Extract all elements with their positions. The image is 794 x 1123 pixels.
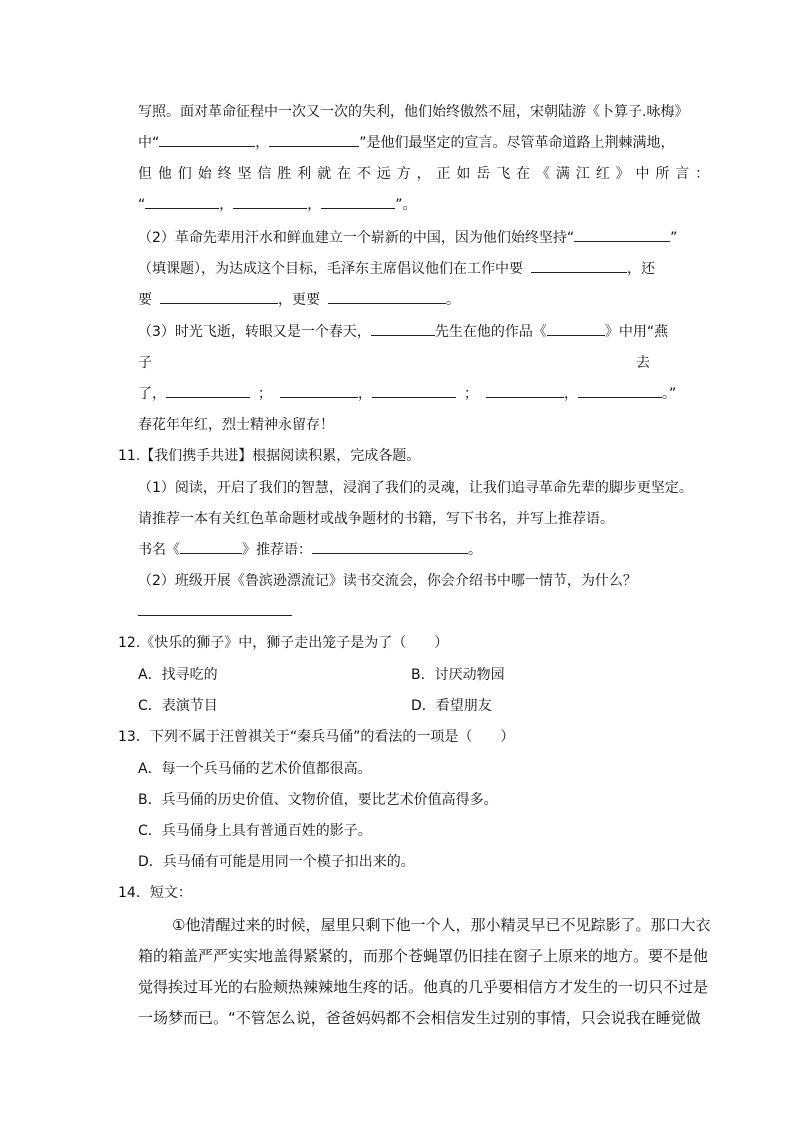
q10-p2-line1: （2）革命先辈用汗水和鲜血建立一个崭新的中国，因为他们始终坚持“ ” — [138, 227, 677, 249]
answer-blank[interactable] — [280, 383, 358, 398]
answer-blank[interactable] — [486, 383, 564, 398]
q12-option-d[interactable]: D．看望朋友 — [411, 698, 492, 714]
answer-blank[interactable] — [328, 289, 446, 304]
q10-p1-text: 写照。面对革命征程中一次又一次的失利，他们始终傲然不屈，宋朝陆游《卜算子.咏梅》 — [138, 104, 689, 120]
q11-title: 11.【我们携手共进】根据阅读积累，完成各题。 — [118, 448, 421, 464]
q11-book-line: 书名《 》推荐语： 。 — [138, 539, 482, 561]
answer-blank[interactable] — [371, 321, 435, 336]
q10-p1-line1 — [138, 101, 688, 123]
answer-blank[interactable] — [233, 194, 307, 209]
answer-blank[interactable] — [160, 289, 278, 304]
q14-title: 14．短文： — [118, 885, 192, 901]
q13-question: 13．下列不属于汪曾祺关于“秦兵马俑”的看法的一项是（ ） — [118, 729, 515, 745]
answer-blank[interactable] — [578, 383, 662, 398]
q11-s2: （2）班级开展《鲁滨逊漂流记》读书交流会，你会介绍书中哪一情节，为什么？ — [138, 573, 637, 589]
q11-s2-answer — [138, 601, 292, 623]
answer-blank[interactable] — [321, 194, 395, 209]
q10-p3-line3: 了， ； ， ； ， 。” — [138, 383, 676, 405]
q12-option-c[interactable]: C．表演节目 — [138, 698, 218, 714]
q13-option-c[interactable]: C．兵马俑身上具有普通百姓的影子。 — [138, 823, 372, 839]
answer-blank[interactable] — [138, 601, 292, 616]
answer-blank[interactable] — [166, 383, 250, 398]
q11-s1-line2: 请推荐一本有关红色革命题材或战争题材的书籍，写下书名，并写上推荐语。 — [138, 511, 614, 527]
answer-blank[interactable] — [372, 383, 456, 398]
q13-option-b[interactable]: B．兵马俑的历史价值、文物价值，要比艺术价值高得多。 — [138, 792, 498, 808]
q13-option-d[interactable]: D．兵马俑有可能是用同一个模子扣出来的。 — [138, 854, 415, 870]
q12-option-a[interactable]: A．找寻吃的 — [138, 667, 218, 683]
book-title-blank[interactable] — [180, 539, 242, 554]
q10-p1-line3: 但他们始终坚信胜利就在不远方，正如岳飞在《满江红》中所言： — [138, 166, 716, 182]
q10-p2-line3: 要 ，更要 。 — [138, 289, 460, 311]
q13-option-a[interactable]: A．每一个兵马俑的艺术价值都很高。 — [138, 761, 372, 777]
q14-passage-line: ①他清醒过来的时候，屋里只剩下他一个人，那小精灵早已不见踪影了。那口大衣 — [172, 916, 711, 934]
q10-p3-line1: （3）时光飞逝，转眼又是一个春天， 先生在他的作品《 》中用“燕 — [138, 321, 668, 343]
answer-blank[interactable] — [531, 258, 627, 273]
answer-blank[interactable] — [547, 321, 605, 336]
q10-p2-line2: （填课题），为达成这个目标，毛泽东主席倡议他们在工作中要 ，还 — [138, 258, 655, 280]
answer-blank[interactable] — [159, 132, 255, 147]
q10-p1-line4: “ ， ， ”。 — [138, 194, 417, 216]
q11-s1-line1: （1）阅读，开启了我们的智慧，浸润了我们的灵魂，让我们追寻革命先辈的脚步更坚定。 — [138, 480, 693, 496]
q14-passage-line: 一场梦而已。“不管怎么说，爸爸妈妈都不会相信发生过别的事情，只会说我在睡觉做 — [138, 1009, 701, 1027]
q10-p3-line2: 子 去 — [138, 355, 650, 371]
answer-blank[interactable] — [145, 194, 219, 209]
answer-blank[interactable] — [269, 132, 359, 147]
answer-blank[interactable] — [574, 227, 670, 242]
q10-p3-line4: 春花年年红，烈士精神永留存！ — [138, 417, 334, 433]
q12-option-b[interactable]: B．讨厌动物园 — [411, 667, 505, 683]
q14-passage-line: 觉得挨过耳光的右脸颊热辣辣地生疼的话。他真的几乎要相信方才发生的一切只不过是 — [138, 978, 709, 996]
q12-question: 12.《快乐的狮子》中，狮子走出笼子是为了（ ） — [118, 635, 449, 651]
recommendation-blank[interactable] — [312, 539, 468, 554]
q14-passage-line: 箱的箱盖严严实实地盖得紧紧的，而那个苍蝇罩仍旧挂在窗子上原来的地方。要不是他 — [138, 947, 709, 965]
q10-p1-line2: 中“ ， ”是他们最坚定的宣言。尽管革命道路上荆棘满地， — [138, 132, 675, 154]
